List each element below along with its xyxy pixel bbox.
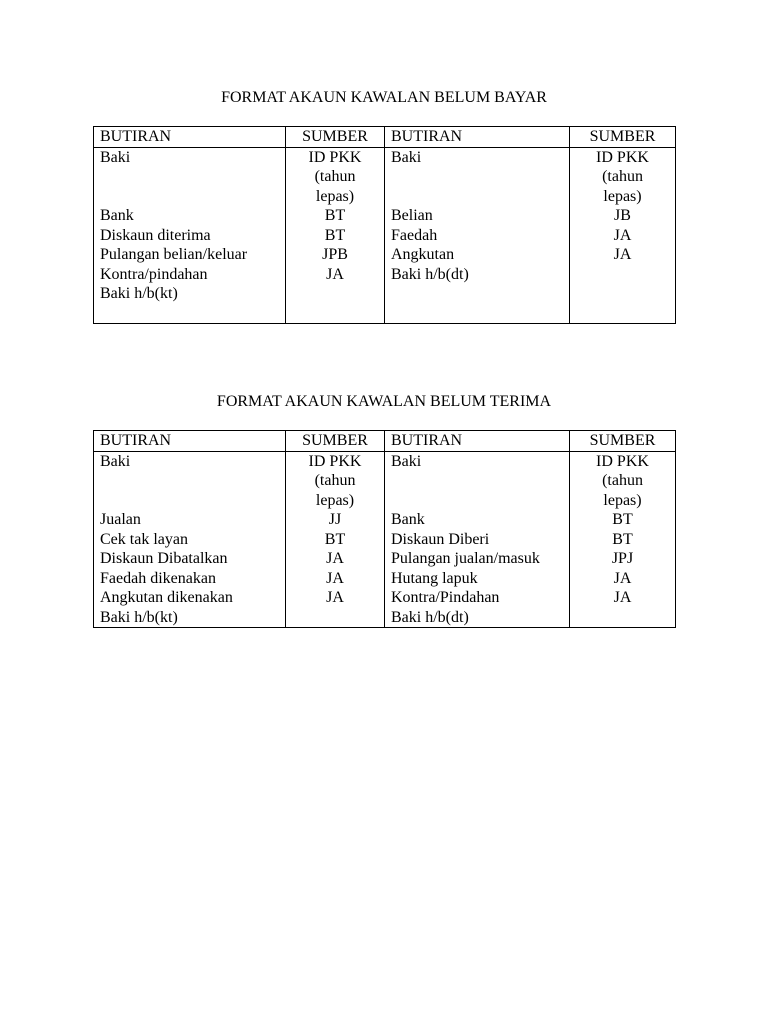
list-item: Pulangan belian/keluar bbox=[100, 246, 248, 263]
header-sumber: SUMBER bbox=[286, 431, 385, 452]
list-item bbox=[391, 304, 569, 324]
table-akaun-belum-bayar bbox=[93, 126, 676, 324]
list-item: Angkutan bbox=[391, 246, 455, 263]
left-butiran-cell bbox=[94, 147, 286, 324]
section-title-belum-bayar: FORMAT AKAUN KAWALAN BELUM BAYAR bbox=[221, 89, 547, 106]
source-code: JA bbox=[613, 589, 632, 606]
table-body-row bbox=[94, 451, 676, 628]
right-butiran-cell bbox=[385, 147, 570, 324]
list-item: Kontra/pindahan bbox=[100, 265, 208, 283]
source-code: JA bbox=[326, 550, 344, 567]
right-sumber-cell bbox=[570, 451, 676, 628]
source-code bbox=[570, 608, 675, 628]
list-item: Diskaun Diberi bbox=[391, 530, 490, 548]
source-code: JJ bbox=[328, 511, 342, 528]
source-code: JPJ bbox=[611, 550, 634, 567]
list-item: Bank bbox=[391, 511, 425, 528]
header-butiran: BUTIRAN bbox=[94, 431, 286, 452]
list-item: Diskaun Dibatalkan bbox=[100, 550, 228, 567]
list-item bbox=[100, 187, 285, 207]
source-code: JA bbox=[613, 569, 632, 587]
source-code: BT bbox=[324, 226, 346, 244]
header-butiran: BUTIRAN bbox=[385, 127, 570, 148]
list-item: Jualan bbox=[100, 511, 141, 528]
list-item bbox=[391, 167, 569, 187]
list-item bbox=[100, 304, 285, 324]
list-item: Diskaun diterima bbox=[100, 226, 211, 244]
list-item: Angkutan dikenakan bbox=[100, 589, 233, 606]
list-item bbox=[100, 491, 285, 511]
section-title-belum-terima: FORMAT AKAUN KAWALAN BELUM TERIMA bbox=[216, 393, 552, 410]
source-code: JA bbox=[613, 226, 632, 244]
source-code: ID PKK bbox=[596, 148, 649, 166]
source-code: lepas) bbox=[603, 187, 642, 205]
source-code: ID PKK bbox=[308, 452, 362, 470]
source-code: (tahun bbox=[602, 472, 643, 489]
right-butiran-cell bbox=[385, 451, 570, 628]
source-code: ID PKK bbox=[596, 452, 649, 470]
source-code: BT bbox=[324, 207, 346, 224]
list-item: Faedah dikenakan bbox=[100, 569, 216, 587]
header-butiran: BUTIRAN bbox=[385, 431, 570, 452]
source-code: BT bbox=[612, 530, 633, 548]
list-item: Baki h/b(kt) bbox=[100, 285, 178, 302]
header-butiran: BUTIRAN bbox=[94, 127, 286, 148]
right-sumber-cell bbox=[570, 147, 676, 324]
header-sumber: SUMBER bbox=[286, 127, 385, 148]
left-sumber-cell bbox=[286, 451, 385, 628]
list-item: Bank bbox=[100, 207, 134, 224]
list-item: Baki bbox=[391, 148, 422, 166]
list-item: Baki bbox=[391, 452, 422, 470]
list-item bbox=[100, 167, 285, 187]
source-code bbox=[286, 304, 384, 324]
source-code: BT bbox=[612, 511, 633, 528]
source-code: lepas) bbox=[603, 491, 642, 509]
list-item bbox=[100, 471, 285, 491]
table-body-row bbox=[94, 147, 676, 324]
source-code bbox=[570, 284, 675, 304]
left-butiran-cell bbox=[94, 451, 286, 628]
source-code bbox=[570, 304, 675, 324]
source-code: JA bbox=[613, 246, 632, 263]
list-item: Hutang lapuk bbox=[391, 569, 478, 587]
table-header-row bbox=[94, 127, 676, 148]
source-code: JA bbox=[326, 569, 344, 587]
source-code: (tahun bbox=[314, 168, 356, 185]
list-item bbox=[391, 471, 569, 491]
list-item: Kontra/Pindahan bbox=[391, 589, 500, 606]
source-code bbox=[286, 608, 384, 628]
list-item: Baki h/b(dt) bbox=[391, 265, 469, 283]
list-item: Cek tak layan bbox=[100, 530, 188, 548]
source-code: BT bbox=[324, 530, 346, 548]
left-sumber-cell bbox=[286, 147, 385, 324]
list-item: Pulangan jualan/masuk bbox=[391, 550, 540, 567]
source-code: JB bbox=[614, 207, 631, 224]
list-item bbox=[391, 284, 569, 304]
list-item bbox=[391, 491, 569, 511]
source-code: (tahun bbox=[602, 168, 643, 185]
source-code: lepas) bbox=[315, 187, 355, 205]
list-item: Baki h/b(dt) bbox=[391, 608, 469, 626]
source-code: JA bbox=[326, 265, 344, 283]
header-sumber: SUMBER bbox=[570, 431, 676, 452]
source-code: ID PKK bbox=[308, 148, 362, 166]
source-code: (tahun bbox=[314, 472, 356, 489]
list-item: Faedah bbox=[391, 226, 438, 244]
source-code bbox=[286, 284, 384, 304]
source-code: JA bbox=[326, 589, 344, 606]
header-sumber: SUMBER bbox=[570, 127, 676, 148]
table-akaun-belum-terima bbox=[93, 430, 676, 628]
list-item: Baki h/b(kt) bbox=[100, 608, 178, 626]
table-header-row bbox=[94, 431, 676, 452]
list-item bbox=[391, 187, 569, 207]
source-code bbox=[570, 265, 675, 285]
list-item: Baki bbox=[100, 148, 131, 166]
list-item: Baki bbox=[100, 452, 131, 470]
source-code: lepas) bbox=[315, 491, 355, 509]
source-code: JPB bbox=[322, 246, 348, 263]
list-item: Belian bbox=[391, 207, 433, 224]
